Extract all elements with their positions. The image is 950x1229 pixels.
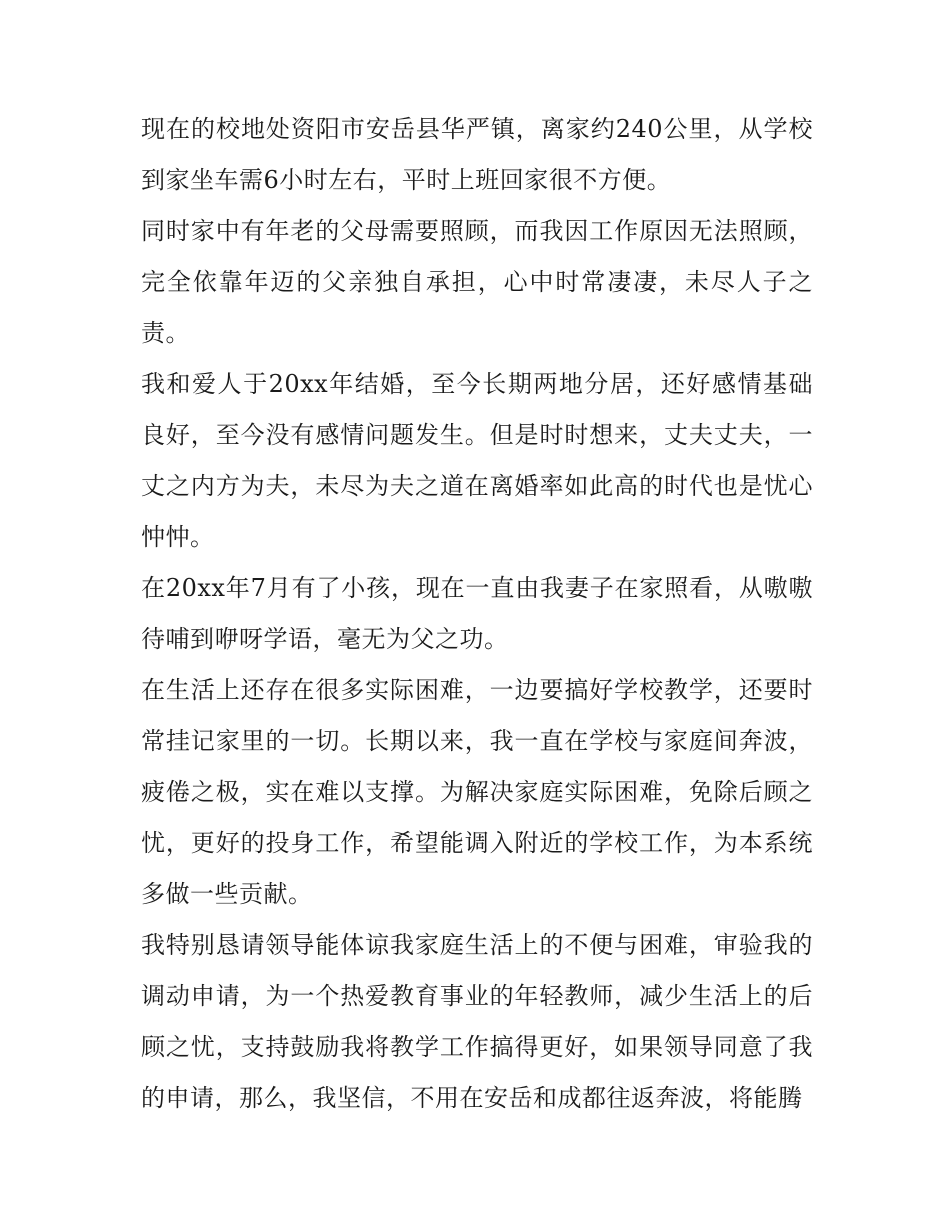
paragraph-5: 在生活上还存在很多实际困难，一边要搞好学校教学，还要时常挂记家里的一切。长期以来，我一直在学校与家庭间奔波，疲倦之极，实在难以支撑。为解决家庭实际困难，免除后顾之忧，更好的投身工作，希望能调入附近的学校工作，为本系统多做一些贡献。 — [141, 676, 813, 908]
paragraph-6: 我特别恳请领导能体谅我家庭生活上的不便与困难，审验我的调动申请，为一个热爱教育事业的年轻教师，减少生活上的后顾之忧，支持鼓励我将教学工作搞得更好，如果领导同意了我的申请，那么，我坚信，不用在安岳和成都往返奔波，将能腾 — [141, 931, 813, 1112]
paragraph-3: 我和爱人于20xx年结婚，至今长期两地分居，还好感情基础良好，至今没有感情问题发生。但是时时想来，丈夫丈夫，一丈之内方为夫，未尽为夫之道在离婚率如此高的时代也是忧心忡忡。 — [141, 370, 813, 551]
paragraph-2: 同时家中有年老的父母需要照顾，而我因工作原因无法照顾，完全依靠年迈的父亲独自承担，心中时常凄凄，未尽人子之责。 — [141, 217, 813, 347]
paragraph-1: 现在的校地处资阳市安岳县华严镇，离家约240公里，从学校到家坐车需6小时左右，平时上班回家很不方便。 — [141, 115, 813, 194]
paragraph-4: 在20xx年7月有了小孩，现在一直由我妻子在家照看，从嗷嗷待哺到咿呀学语，毫无为父之功。 — [141, 574, 813, 653]
document-body — [141, 104, 813, 1124]
